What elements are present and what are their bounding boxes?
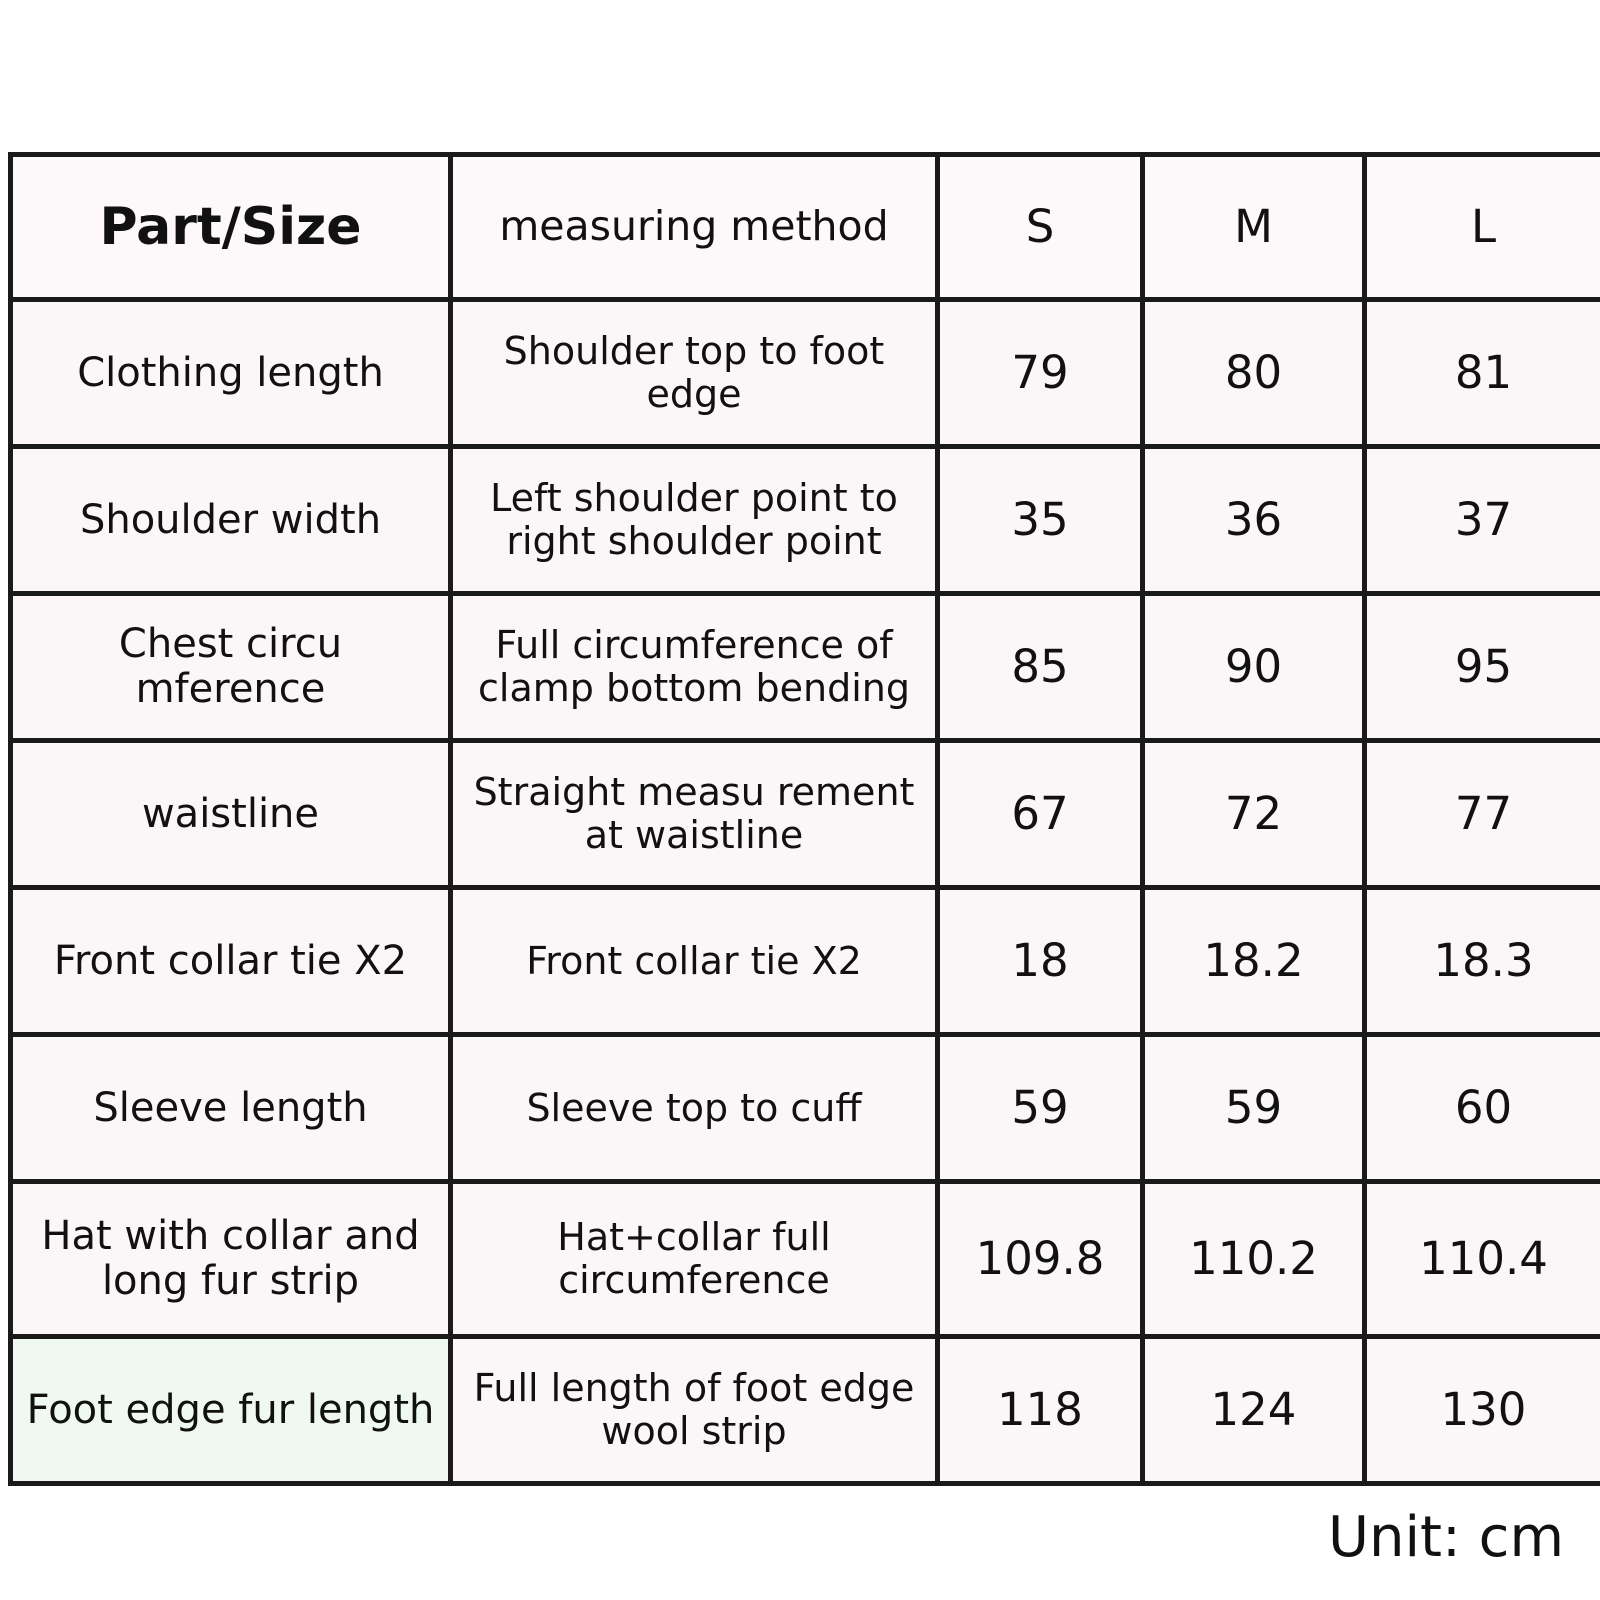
row-2-value-m: 90 [1143,594,1365,741]
row-2-value-l: 95 [1365,594,1600,741]
row-2-value-s: 85 [938,594,1143,741]
row-part-4: Front collar tie X2 [11,888,451,1035]
row-6-value-m: 110.2 [1143,1182,1365,1337]
table-row [11,1182,1600,1337]
row-5-value-m: 59 [1143,1035,1365,1182]
row-part-0: Clothing length [11,300,451,447]
table-row [11,447,1600,594]
row-method-6: Hat+collar full circumference [451,1182,938,1337]
table-row [11,888,1600,1035]
row-3-value-s: 67 [938,741,1143,888]
row-7-value-l: 130 [1365,1337,1600,1484]
row-7-value-m: 124 [1143,1337,1365,1484]
size-chart-table [8,152,1600,1486]
row-3-value-l: 77 [1365,741,1600,888]
header-size-l: L [1365,155,1600,300]
row-method-0: Shoulder top to foot edge [451,300,938,447]
unit-label: Unit: cm [1327,1505,1564,1570]
row-method-1: Left shoulder point to right shoulder point [451,447,938,594]
row-4-value-s: 18 [938,888,1143,1035]
row-0-value-l: 81 [1365,300,1600,447]
row-method-4: Front collar tie X2 [451,888,938,1035]
row-method-7: Full length of foot edge wool strip [451,1337,938,1484]
row-part-3: waistline [11,741,451,888]
row-part-5: Sleeve length [11,1035,451,1182]
row-5-value-l: 60 [1365,1035,1600,1182]
table-row [11,594,1600,741]
table-row [11,741,1600,888]
row-method-2: Full circumference of clamp bottom bending [451,594,938,741]
row-method-3: Straight measu rement at waistline [451,741,938,888]
row-1-value-s: 35 [938,447,1143,594]
row-4-value-m: 18.2 [1143,888,1365,1035]
row-part-7: Foot edge fur length [11,1337,451,1484]
row-0-value-s: 79 [938,300,1143,447]
row-part-2: Chest circu mference [11,594,451,741]
row-6-value-s: 109.8 [938,1182,1143,1337]
header-measuring-method: measuring method [451,155,938,300]
row-part-6: Hat with collar and long fur strip [11,1182,451,1337]
table-row [11,1337,1600,1484]
row-5-value-s: 59 [938,1035,1143,1182]
row-4-value-l: 18.3 [1365,888,1600,1035]
row-method-5: Sleeve top to cuff [451,1035,938,1182]
row-part-1: Shoulder width [11,447,451,594]
row-1-value-m: 36 [1143,447,1365,594]
row-0-value-m: 80 [1143,300,1365,447]
row-6-value-l: 110.4 [1365,1182,1600,1337]
table-row [11,1035,1600,1182]
row-3-value-m: 72 [1143,741,1365,888]
header-part-size: Part/Size [11,155,451,300]
row-1-value-l: 37 [1365,447,1600,594]
header-size-m: M [1143,155,1365,300]
table-row [11,300,1600,447]
table-header-row [11,155,1600,300]
header-size-s: S [938,155,1143,300]
row-7-value-s: 118 [938,1337,1143,1484]
